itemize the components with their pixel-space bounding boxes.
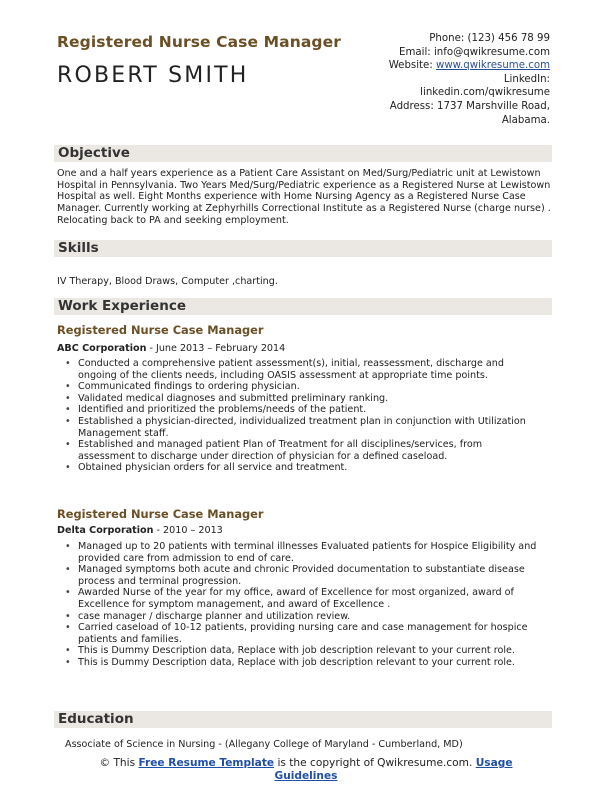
contact-website-label: Website: [388, 60, 436, 72]
contact-address-line1: Address: 1737 Marshville Road, [389, 100, 550, 112]
footer-middle: is the copyright of Qwikresume.com. [274, 757, 476, 769]
contact-email: Email: info@qwikresume.com [399, 46, 550, 58]
job-1-bullets [57, 358, 539, 474]
skills-section-bar [54, 240, 552, 257]
list-item: • Obtained physician orders for all service and treatment. [57, 462, 539, 474]
job-2-company-line [57, 525, 223, 536]
contact-website [290, 59, 550, 73]
skills-text: IV Therapy, Blood Draws, Computer ,charting. [57, 276, 278, 287]
free-resume-template-link[interactable]: Free Resume Template [138, 757, 275, 769]
job-1-role: Registered Nurse Case Manager [57, 323, 264, 337]
contact-block [290, 32, 550, 127]
usage-guidelines-link-part2[interactable]: Guidelines [274, 770, 338, 782]
candidate-name: ROBERT SMITH [57, 63, 249, 88]
job-2-dates: - 2010 – 2013 [153, 525, 223, 536]
objective-text: One and a half years experience as a Patient Care Assistant on Med/Surg/Pediatric unit at Lewistown Hospital in Pennsylvania. Two Years Med/Surg/Pediatric experience as a Registered Nurse at Lewistown Hospital as well. Eight Months experience with Home Nursing Agency as a Registered Nurse Case Manager. Currently working at Zephyrhills Correctional Institute as a Registered Nurse (charge nurse) . Relocating back to PA and seeking employment. [57, 168, 551, 226]
contact-website-link[interactable]: www.qwikresume.com [435, 60, 550, 72]
list-item: • This is Dummy Description data, Replace with job description relevant to your current role. [57, 657, 539, 669]
footer-prefix: © This [99, 757, 139, 769]
work-heading: Work Experience [58, 298, 186, 314]
job-1-company: ABC Corporation [57, 343, 147, 354]
skills-heading: Skills [58, 240, 99, 256]
list-item: • Carried caseload of 10-12 patients, providing nursing care and case management for hospice patients and families. [57, 622, 539, 645]
education-text: Associate of Science in Nursing - (Allegany College of Maryland - Cumberland, MD) [65, 739, 463, 750]
contact-linkedin-label: LinkedIn: [503, 73, 550, 85]
list-item: • Validated medical diagnoses and submitted preliminary ranking. [57, 393, 539, 405]
usage-guidelines-link-part1[interactable]: Usage [475, 757, 513, 769]
job-2-company: Delta Corporation [57, 525, 154, 536]
job-2-role: Registered Nurse Case Manager [57, 507, 264, 521]
list-item: • Established a physician-directed, individualized treatment plan in conjunction with Utilization Management staff. [57, 416, 539, 439]
list-item: • Established and managed patient Plan of Treatment for all disciplines/services, from assessment to discharge under direction of physician for a defined caseload. [57, 439, 539, 462]
list-item: • Managed up to 20 patients with terminal illnesses Evaluated patients for Hospice Eligibility and provided care from admission to end of care. [57, 541, 539, 564]
job-2-bullets [57, 541, 539, 669]
contact-phone: Phone: (123) 456 78 99 [429, 33, 550, 44]
contact-address-line2: Alabama. [501, 114, 550, 126]
list-item: • Awarded Nurse of the year for my office, award of Excellence for most organized, award of Excellence for symptom management, and award of Excellence . [57, 587, 539, 610]
list-item: • This is Dummy Description data, Replace with job description relevant to your current role. [57, 645, 539, 657]
header-job-title: Registered Nurse Case Manager [57, 33, 341, 51]
list-item: • case manager / discharge planner and utilization review. [57, 611, 539, 623]
copyright-footer [0, 757, 612, 783]
list-item: • Conducted a comprehensive patient assessment(s), initial, reassessment, discharge and ongoing of the clients needs, including OASIS assessment at appropriate time points. [57, 358, 539, 381]
education-heading: Education [58, 711, 134, 727]
list-item: • Identified and prioritized the problems/needs of the patient. [57, 404, 539, 416]
job-1-company-line [57, 343, 285, 354]
list-item: • Communicated findings to ordering physician. [57, 381, 539, 393]
contact-linkedin-value: linkedin.com/qwikresume [420, 87, 550, 99]
list-item: • Managed symptoms both acute and chronic Provided documentation to substantiate disease process and terminal progression. [57, 564, 539, 587]
objective-heading: Objective [58, 145, 130, 161]
job-1-dates: - June 2013 – February 2014 [146, 343, 286, 354]
